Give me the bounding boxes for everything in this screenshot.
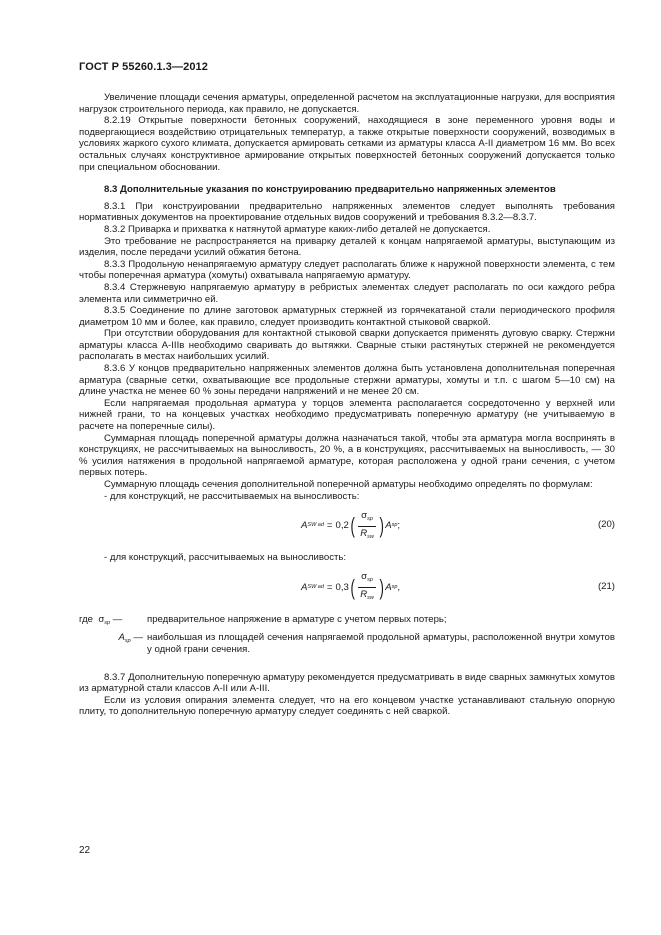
paragraph: 8.3.1 При конструировании предварительно напряженных элементов следует выполнять требования нормативных документов на проектирование отдельных видов сооружений и требования 8.3.2—8.3.7. — [79, 200, 615, 224]
paragraph: Это требование не распространяется на приварку деталей к концам напрягаемой арматуры, выступающим из изделия, после передачи усилий обжатия бетона. — [79, 235, 615, 259]
fraction: $\frac{\sigma_{sp}}{R_{sw}}$ — [357, 510, 377, 543]
paragraph: 8.3.3 Продольную ненапрягаемую арматуру следует располагать ближе к наружной поверхности элемента, с тем чтобы поперечная арматура (хомуты) охватывала напрягаемую арматуру. — [79, 258, 615, 282]
formula-20 — [79, 510, 615, 542]
paragraph: 8.3.6 У концов предварительно напряженных элементов должна быть установлена дополнительная поперечная арматура (сварные сетки, охватывающие все продольные стержни арматуры, хомуты и т.п. с шагом 5—10 см) на длине участка не менее 60 % зоны передачи напряжений и не менее 20 см. — [79, 363, 615, 398]
paragraph: 8.3.2 Приварка и прихватка к натянутой арматуре каких-либо деталей не допускается. — [104, 223, 491, 235]
paragraph: Если напрягаемая продольная арматура у торцов элемента располагается сосредоточенно у верхней или нижней грани, то на концевых участках необходимо предусматривать поперечную арматуру (не учитываемую в расчете на поперечные силы). — [79, 397, 615, 433]
paragraph: 8.3.7 Дополнительную поперечную арматуру рекомендуется предусматривать в виде сварных замкнутых хомутов из арматурной стали классов А-II или А-III. — [79, 671, 615, 695]
formula-21 — [79, 572, 615, 604]
page-body — [79, 92, 615, 718]
page-number: 22 — [79, 845, 91, 856]
section-heading: 8.3 Дополнительные указания по конструированию предварительно напряженных элементов — [104, 184, 556, 196]
paragraph: Суммарная площадь поперечной арматуры должна назначаться такой, чтобы эта арматура могла воспринять в конструкциях, не рассчитываемых на выносливость, 20 %, а в конструкциях, рассчитываемых на выносливость, — 30 % усилия натяжения в продольной напрягаемой арматуре, которая расположена у одной грани сечения, с учетом первых потерь. — [79, 432, 615, 479]
where-item: где $\sigma_{sp}$ — предварительное напряжение в арматуре с учетом первых потерь; — [79, 613, 447, 626]
equation-number: (20) — [597, 519, 615, 531]
where-item: $A_{sp}$ — наибольшая из площадей сечения напрягаемой продольной арматуры, расположенной внутри хомутов у одной грани сечения. — [118, 632, 615, 655]
formula-expression: A SW ad = 0,2 ( $\frac{\sigma_{sp}}{R_{sw}}$ ) A sp ; — [301, 510, 400, 542]
paragraph: Увеличение площади сечения арматуры, определенной расчетом на эксплуатационные нагрузки, для восприятия нагрузок строительного периода, как правило, не допускается. — [79, 92, 615, 115]
paragraph: Суммарную площадь сечения дополнительной поперечной арматуры необходимо определять по формулам: — [104, 479, 593, 490]
equation-number: (21) — [597, 580, 615, 592]
fraction: $\frac{\sigma_{sp}}{R_{sw}}$ — [357, 571, 377, 604]
paragraph: 8.2.19 Открытые поверхности бетонных сооружений, находящиеся в зоне переменного уровня воды и подвергающиеся воздействию отрицательных температур, а также открытые поверхности сооружений, возводимых в условиях жаркого сухого климата, допускается армировать сетками из арматуры класса А-II диаметром 16 мм. Во всех остальных случаях конструктивное армирование открытых поверхностей бетонных сооружений допускается только при специальном обосновании. — [79, 115, 615, 173]
paragraph: 8.3.5 Соединение по длине заготовок арматурных стержней из горячекатаной стали периодического профиля диаметром 10 мм и более, как правило, следует производить контактной стыковой сваркой. — [79, 305, 615, 328]
paragraph: При отсутствии оборудования для контактной стыковой сварки допускается применять дуговую сварку. Стержни арматуры класса А-IIIв необходимо сваривать до вытяжки. Сварные стыки растянутых стержней не рекомендуется располагать в местах наибольших усилий. — [79, 328, 615, 363]
case-label: - для конструкций, рассчитываемых на выносливость: — [104, 552, 347, 564]
case-label: - для конструкций, не рассчитываемых на выносливость: — [104, 490, 360, 502]
paragraph: Если из условия опирания элемента следует, что на его концевом участке устанавливают стальную опорную плиту, то дополнительную поперечную арматуру следует соединять с ней сваркой. — [79, 694, 615, 718]
standard-header: ГОСТ Р 55260.1.3—2012 — [79, 61, 208, 73]
paragraph: 8.3.4 Стержневую напрягаемую арматуру в ребристых элементах следует располагать по оси каждого ребра элемента или симметрично ей. — [79, 281, 615, 305]
formula-expression: A SW ad = 0,3 ( $\frac{\sigma_{sp}}{R_{sw}}$ ) A sp , — [301, 572, 400, 604]
